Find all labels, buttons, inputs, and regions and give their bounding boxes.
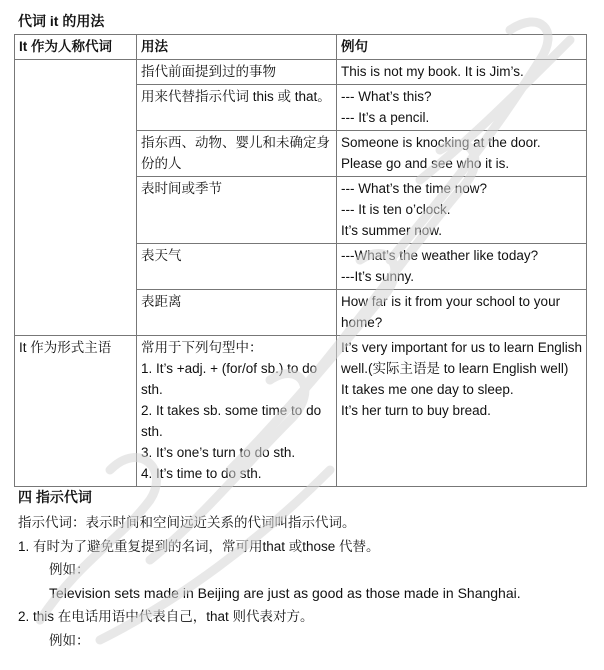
- table-row: [15, 336, 587, 487]
- point-1: 1. 有时为了避免重复提到的名词，常可用that 或those 代替。: [18, 538, 380, 554]
- example-cell: --- What’s this? --- It’s a pencil.: [337, 85, 587, 131]
- example-cell: Someone is knocking at the door. Please go and see who it is.: [337, 131, 587, 177]
- header-example: 例句: [337, 35, 587, 60]
- section-title: 代词 it 的用法: [18, 13, 105, 29]
- demonstrative-pronoun-section: [18, 487, 590, 652]
- header-category: It 作为人称代词: [15, 35, 137, 60]
- personal-pronoun-label: [15, 60, 137, 336]
- usage-cell: 表天气: [137, 244, 337, 290]
- example-cell: --- What’s the time now? --- It is ten o’clock. It’s summer now.: [337, 177, 587, 244]
- example-cell: It’s very important for us to learn English well.(实际主语是 to learn English well) It takes me one day to sleep. It’s her turn to buy bread.: [337, 336, 587, 487]
- section2-title: 四 指示代词: [18, 489, 92, 505]
- usage-cell: 指代前面提到过的事物: [137, 60, 337, 85]
- usage-cell: 表时间或季节: [137, 177, 337, 244]
- example-label-2: 例如：: [49, 632, 90, 648]
- usage-cell: 用来代替指示代词 this 或 that。: [137, 85, 337, 131]
- usage-cell: 表距离: [137, 290, 337, 336]
- table-row: [15, 60, 587, 85]
- point-2: 2. this 在电话用语中代表自己，that 则代表对方。: [18, 609, 314, 624]
- formal-subject-label: It 作为形式主语: [15, 336, 137, 487]
- table-header-row: [15, 35, 587, 60]
- header-usage: 用法: [137, 35, 337, 60]
- usage-cell: 常用于下列句型中： 1. It’s +adj. + (for/of sb.) to do sth. 2. It takes sb. some time to do sth. 3. It’s one’s turn to do sth. 4. It’s time to do sth.: [137, 336, 337, 487]
- usage-cell: 指东西、动物、婴儿和未确定身份的人: [137, 131, 337, 177]
- example-label-1: 例如：: [49, 562, 90, 577]
- example-1: Television sets made in Beijing are just as good as those made in Shanghai.: [49, 584, 521, 601]
- it-usage-table: [14, 34, 587, 487]
- example-cell: This is not my book. It is Jim’s.: [337, 60, 587, 85]
- example-cell: ---What’s the weather like today? ---It’s sunny.: [337, 244, 587, 290]
- definition-text: 指示代词：表示时间和空间远近关系的代词叫指示代词。: [18, 515, 356, 530]
- example-cell: How far is it from your school to your home?: [337, 290, 587, 336]
